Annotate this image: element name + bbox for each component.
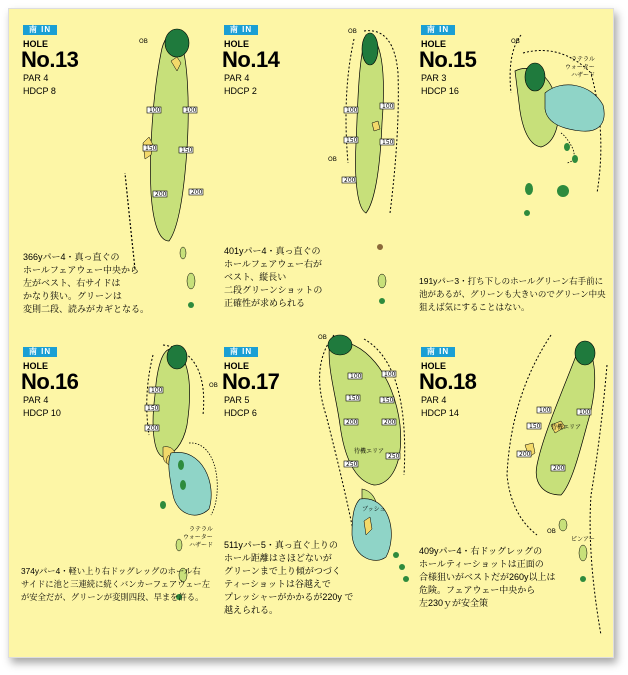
yard-100: 100 <box>350 373 362 380</box>
ob-label: OB <box>547 528 556 535</box>
water-hazard-label: ラテラル <box>189 526 213 533</box>
waiting-area-label: 待機エリア <box>354 448 385 455</box>
desc-line: 511yパー5・真っ直ぐ上りの <box>224 540 338 550</box>
yard-100: 100 <box>346 107 358 114</box>
course-badge: 南 IN <box>23 347 57 357</box>
yard-100-right: 100 <box>185 107 197 114</box>
handicap: HDCP 14 <box>421 408 459 418</box>
yard-150: 150 <box>382 397 394 404</box>
water-hazard-label: ウォーター <box>183 534 213 541</box>
yard-200: 200 <box>344 177 356 184</box>
desc-line: 366yパー4・真っ直ぐの <box>23 252 120 262</box>
desc-line: 374yパー4・軽い上り右ドッグレッグのホール右 <box>21 566 201 576</box>
par: PAR 3 <box>421 73 447 83</box>
yard-150: 150 <box>147 405 159 412</box>
hole-description <box>224 539 354 617</box>
par: PAR 4 <box>23 73 49 83</box>
yard-100: 100 <box>539 407 551 414</box>
hole-label: HOLE <box>224 361 250 371</box>
desc-line: 409yパー4・右ドッグレッグの <box>419 546 543 556</box>
handicap: HDCP 2 <box>224 86 257 96</box>
par: PAR 5 <box>224 395 250 405</box>
handicap: HDCP 16 <box>421 86 459 96</box>
yard-200-right: 200 <box>191 189 203 196</box>
hole-description <box>21 565 221 604</box>
desc-line: 変則二段、読みがカギとなる。 <box>23 304 150 314</box>
course-badge: 南 IN <box>224 25 258 35</box>
hole-number: No.18 <box>419 369 477 394</box>
course-guide-page <box>8 8 614 658</box>
par: PAR 4 <box>224 73 250 83</box>
handicap: HDCP 8 <box>23 86 56 96</box>
yard-250: 250 <box>388 453 400 460</box>
desc-line: サイドに池と三連続に続くバンカーフェアウェー左 <box>21 579 211 589</box>
yard-200: 200 <box>384 419 396 426</box>
desc-line: グリーンまで上り傾がつづく <box>224 566 341 576</box>
desc-line: 池があるが、グリーンも大きいのでグリーン中央 <box>419 289 606 299</box>
desc-line: ティーショットは谷越えで <box>224 579 331 589</box>
desc-line: が安全だが、グリーンが変則四段、早まを許る。 <box>21 592 204 602</box>
desc-line: ホールフェアウェー右が <box>224 259 323 269</box>
yard-200: 200 <box>553 465 565 472</box>
desc-line: 危険。フェアウェー中央から <box>419 585 536 595</box>
desc-line: ホール距離はさほどないが <box>224 553 332 563</box>
desc-line: 401yパー4・真っ直ぐの <box>224 246 321 256</box>
par: PAR 4 <box>23 395 49 405</box>
hole-description <box>419 545 569 610</box>
waiting-area-label: 待機エリア <box>551 424 582 431</box>
yard-200: 200 <box>147 425 159 432</box>
yard-100: 100 <box>579 409 591 416</box>
hole-number: No.17 <box>222 369 280 394</box>
desc-line: 二段グリーンショットの <box>224 285 323 295</box>
hole-card-16 <box>13 335 218 657</box>
course-badge: 南 IN <box>421 25 455 35</box>
desc-line: かなり狭い。グリーンは <box>23 291 122 301</box>
hole-label: HOLE <box>23 39 49 49</box>
desc-line: ベスト、縦長い <box>224 272 287 282</box>
water-hazard-label: ハザード <box>571 72 596 79</box>
hole-card-18 <box>411 335 612 657</box>
hole-number: No.15 <box>419 47 477 72</box>
ob-label: OB <box>328 156 337 163</box>
hole-number: No.13 <box>21 47 79 72</box>
desc-line: 合様狙いがベストだが260y以上は <box>419 572 556 582</box>
yard-150: 150 <box>346 137 358 144</box>
pin-label: ピンアー <box>571 536 595 543</box>
course-badge: 南 IN <box>23 25 57 35</box>
hole-card-15 <box>411 13 612 335</box>
hole-label: HOLE <box>421 361 447 371</box>
hole-card-13 <box>13 13 214 335</box>
desc-line: 左230ｙが安全策 <box>419 598 489 608</box>
hole-description <box>23 251 153 316</box>
yard-150: 150 <box>529 423 541 430</box>
yard-100: 100 <box>384 371 396 378</box>
desc-line: 正確性が求められる <box>224 298 306 308</box>
yard-150: 150 <box>382 139 394 146</box>
hole-card-17 <box>214 335 415 657</box>
ob-label: OB <box>318 334 327 341</box>
yard-200: 200 <box>346 419 358 426</box>
bush-label: ブッシュ <box>362 506 386 513</box>
ob-label: OB <box>348 28 357 35</box>
yard-150-right: 150 <box>181 147 193 154</box>
desc-line: 191yパー3・打ち下しのホールグリーン右手前に <box>419 276 604 286</box>
course-badge: 南 IN <box>224 347 258 357</box>
hole-description <box>419 275 612 314</box>
hole-label: HOLE <box>421 39 447 49</box>
hole-card-14 <box>214 13 415 335</box>
yard-100-left: 100 <box>149 107 161 114</box>
water-hazard-label: ラテラル <box>571 56 595 63</box>
hole-number: No.14 <box>222 47 280 72</box>
yard-200-left: 200 <box>155 191 167 198</box>
ob-label: OB <box>511 38 520 45</box>
yard-200: 200 <box>519 451 531 458</box>
hole-number: No.16 <box>21 369 79 394</box>
hole-label: HOLE <box>224 39 250 49</box>
yard-250: 250 <box>346 461 358 468</box>
hole-description <box>224 245 349 310</box>
ob-label: OB <box>209 382 218 389</box>
water-hazard-label: ハザード <box>189 542 214 549</box>
yard-150-left: 150 <box>145 145 157 152</box>
par: PAR 4 <box>421 395 447 405</box>
desc-line: ホールフェアウェー中央から <box>23 265 140 275</box>
desc-line: 狙えば気にすることはない。 <box>419 302 530 312</box>
ob-label: OB <box>139 38 148 45</box>
handicap: HDCP 10 <box>23 408 61 418</box>
handicap: HDCP 6 <box>224 408 257 418</box>
desc-line: 左がベスト、右サイドは <box>23 278 121 288</box>
course-badge: 南 IN <box>421 347 455 357</box>
desc-line: 越えられる。 <box>224 605 279 615</box>
desc-line: プレッシャーがかかるが220y で <box>224 592 354 602</box>
yard-150: 150 <box>348 395 360 402</box>
hole-label: HOLE <box>23 361 49 371</box>
desc-line: ホールティーショットは正面の <box>419 559 544 569</box>
yard-100: 100 <box>151 387 163 394</box>
water-hazard-label: ウォーター <box>565 64 595 71</box>
yard-100: 100 <box>382 103 394 110</box>
